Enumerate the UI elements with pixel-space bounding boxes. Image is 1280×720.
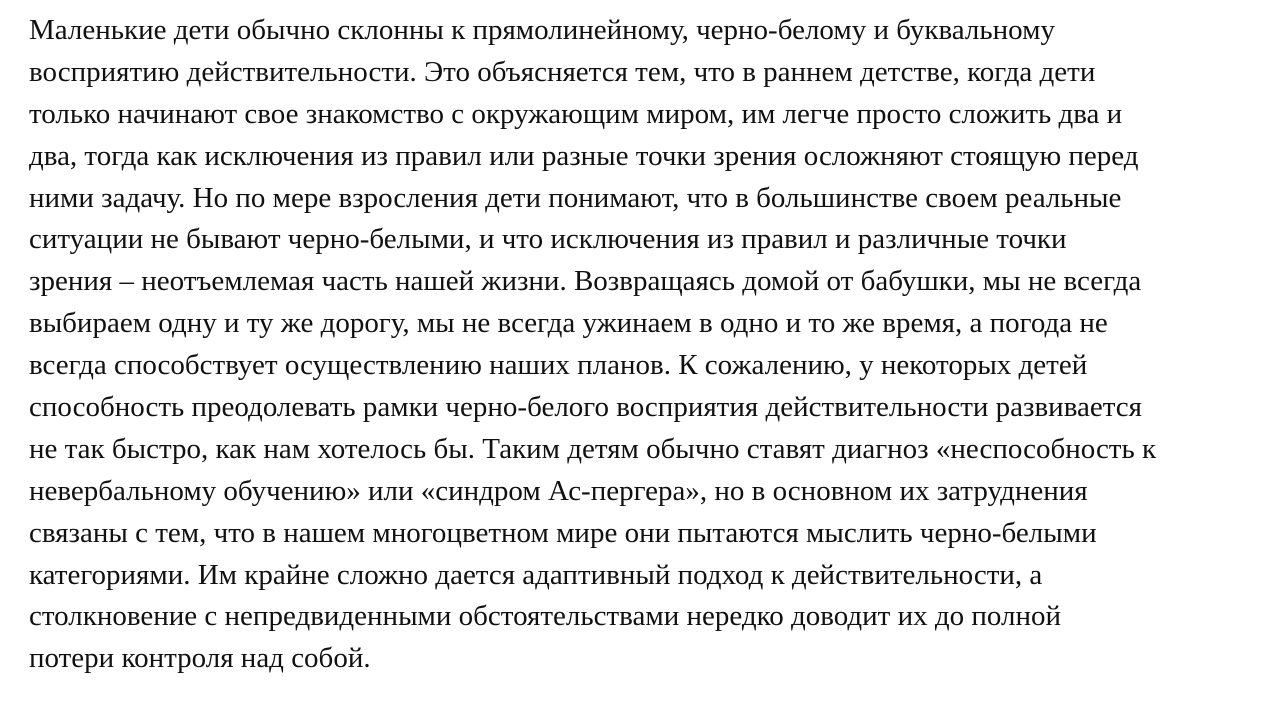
text-line: выбираем одну и ту же дорогу, мы не всегда ужинаем в одно и то же время, а погода не xyxy=(29,307,1108,340)
text-line: зрения – неотъемлемая часть нашей жизни. Возвращаясь домой от бабушки, мы не всегда xyxy=(29,265,1142,298)
text-line: столкновение с непредвиденными обстоятельствами нередко доводит их до полной xyxy=(29,600,1062,633)
text-line: Маленькие дети обычно склонны к прямолинейному, черно-белому и буквальному xyxy=(29,14,1055,46)
text-line: способность преодолевать рамки черно-белого восприятия действительности развивается xyxy=(29,391,1142,424)
text-line: связаны с тем, что в нашем многоцветном мире они пытаются мыслить черно-белыми xyxy=(29,516,1097,549)
text-line: ситуации не бывают черно-белыми, и что исключения из правил и различные точки xyxy=(29,223,1067,256)
text-line: потери контроля над собой. xyxy=(29,642,371,675)
text-line: только начинают свое знакомство с окружающим миром, им легче просто сложить два и xyxy=(29,97,1123,130)
text-line: восприятию действительности. Это объясняется тем, что в раннем детстве, когда дети xyxy=(29,55,1096,88)
text-line: невербальному обучению» или «синдром Ас-пергера», но в основном их затруднения xyxy=(29,474,1088,507)
text-line: два, тогда как исключения из правил или разные точки зрения осложняют стоящую перед xyxy=(29,139,1139,172)
text-line: всегда способствует осуществлению наших планов. К сожалению, у некоторых детей xyxy=(29,349,1088,382)
body-paragraph xyxy=(29,10,1269,680)
text-line: не так быстро, как нам хотелось бы. Таким детям обычно ставят диагноз «неспособность к xyxy=(29,432,1157,465)
text-line: категориями. Им крайне сложно дается адаптивный подход к действительности, а xyxy=(29,558,1043,591)
text-line: ними задачу. Но по мере взросления дети понимают, что в большинстве своем реальные xyxy=(29,181,1122,214)
